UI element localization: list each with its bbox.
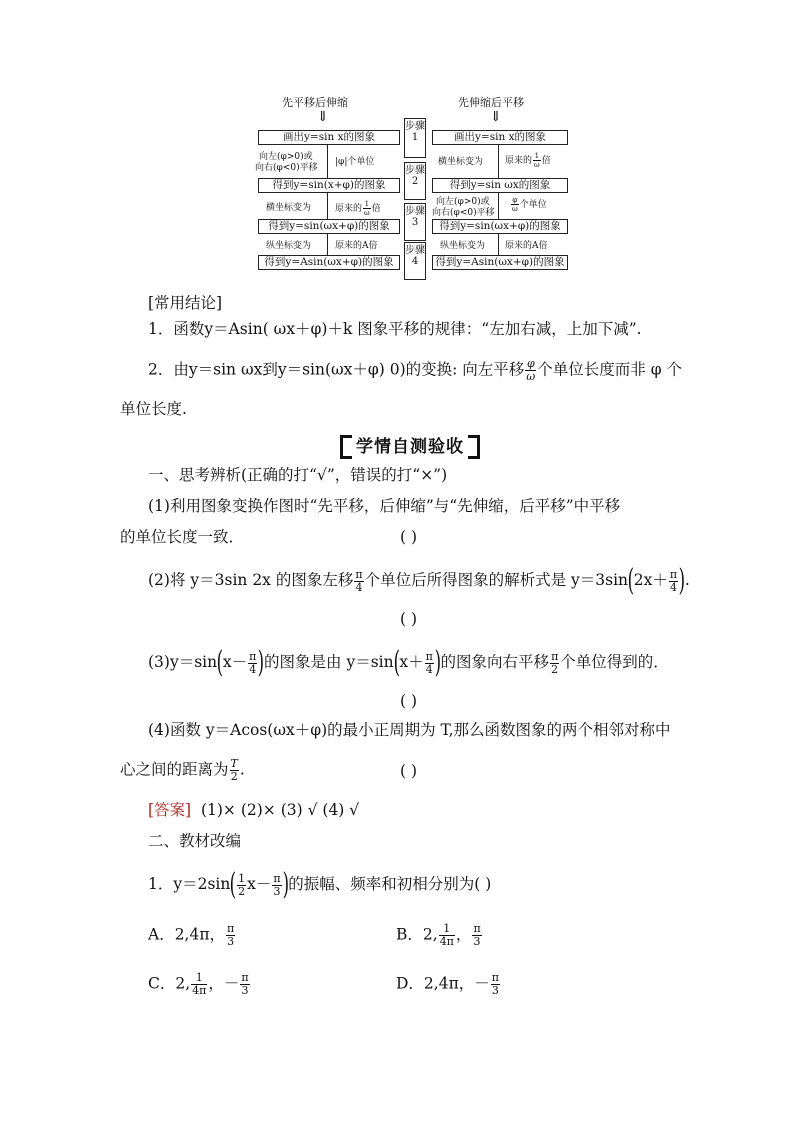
answer-text: (1)× (2)× (3) √ (4) √ <box>200 801 360 819</box>
q2-answer-blank[interactable]: ( ) <box>400 610 418 628</box>
right-box-1: 画出y=sin x的图象 <box>432 130 568 145</box>
step-3-box: 步骤3 <box>404 203 426 241</box>
q3-line: (3)y＝sin(x－ $\frac{\pi}{4}$ )的图象是由 y＝sin(x＋ $\frac{\pi}{4}$ )的图象向右平移 $\frac{\pi}{2}$ 个单位得到的． <box>148 645 669 680</box>
right-step3-note-a: 纵坐标变为 <box>440 241 486 251</box>
right-step2-note-b: 向右(φ<0)平移 <box>432 208 495 218</box>
q1-line-1: (1)利用图象变换作图时“先平移，后伸缩”与“先伸缩，后平移”中平移 <box>148 497 621 515</box>
right-step2-note-c: $\frac{\varphi}{\omega}$ 个单位 <box>512 196 547 213</box>
left-step3-note-a: 纵坐标变为 <box>266 241 312 251</box>
bracket-left-icon <box>340 435 352 459</box>
right-box-4: 得到y=Asin(ωx+φ)的图象 <box>432 255 568 270</box>
right-box-2: 得到y=sin ωx的图象 <box>432 178 568 193</box>
bracket-right-icon <box>468 435 480 459</box>
q2-line: (2)将 y＝3sin 2x 的图象左移 $\frac{\pi}{4}$ 个单位后所得图象的解析式是 y＝3sin(2x＋ $\frac{\pi}{4}$ ). <box>148 563 690 598</box>
conclusion-item-1: 1．函数y＝Asin( ωx＋φ)＋k 图象平移的规律：“左加右减，上加下减”. <box>148 320 642 338</box>
left-step1-note-c: |φ|个单位 <box>335 157 375 167</box>
left-step2-note-b: 原来的 $\frac{1}{\omega}$ 倍 <box>335 200 381 217</box>
right-column-title: 先伸缩后平移 <box>458 96 524 109</box>
arrow-down-icon <box>327 234 328 255</box>
part1-heading: 一、思考辨析(正确的打“√”，错误的打“×”) <box>148 466 448 484</box>
left-step1-note-b: 向右(φ<0)平移 <box>255 163 318 173</box>
answer-line <box>148 799 359 821</box>
left-step1-note-a: 向左(φ>0)或 <box>259 152 313 162</box>
part2-heading: 二、教材改编 <box>148 832 242 850</box>
part2-q1: 1．y＝2sin( $\frac{1}{2}$ x－ $\frac{\pi}{3}$ )的振幅、频率和初相分别为( ) <box>148 867 492 902</box>
left-box-1: 画出y=sin x的图象 <box>258 130 400 145</box>
double-arrow-down-icon: ⇓ <box>490 109 502 125</box>
option-c[interactable]: C．2, $\frac{1}{4\pi}$ ，－ $\frac{\pi}{3}$ <box>148 971 249 997</box>
q4-line-2: 心之间的距离为 $\frac{T}{2}$ . <box>120 757 245 783</box>
left-step2-note-a: 横坐标变为 <box>266 203 312 213</box>
step-1-box: 步骤1 <box>404 118 426 158</box>
left-column-title: 先平移后伸缩 <box>282 96 348 109</box>
right-step3-note-b: 原来的A倍 <box>505 241 548 251</box>
left-box-2: 得到y=sin(x+φ)的图象 <box>258 178 400 193</box>
q3-answer-blank[interactable]: ( ) <box>400 692 418 710</box>
right-step1-note-b: 原来的 $\frac{1}{\omega}$ 倍 <box>505 152 551 169</box>
arrow-down-icon <box>498 145 499 178</box>
arrow-down-icon <box>327 145 328 178</box>
left-step3-note-b: 原来的A倍 <box>335 241 378 251</box>
step-2-box: 步骤2 <box>404 162 426 200</box>
double-arrow-down-icon: ⇓ <box>317 109 329 125</box>
q4-answer-blank[interactable]: ( ) <box>400 762 418 780</box>
right-step1-note-a: 横坐标变为 <box>438 157 484 167</box>
conclusion-item-2: 2．由y＝sin ωx到y＝sin(ωx＋φ) 0)的变换: 向左平移 $\frac{\varphi}{\omega}$ 个单位长度而非 φ 个 <box>148 357 682 383</box>
left-box-3: 得到y=sin(ωx+φ)的图象 <box>258 219 400 234</box>
q4-line-1: (4)函数 y＝Acos(ωx＋φ)的最小正周期为 T,那么函数图象的两个相邻对称中 <box>148 721 671 739</box>
q1-answer-blank[interactable]: ( ) <box>400 528 418 546</box>
section-title: 学情自测验收 <box>340 432 480 459</box>
option-d[interactable]: D．2,4π，－ $\frac{\pi}{3}$ <box>396 971 499 997</box>
step-4-box: 步骤4 <box>404 242 426 280</box>
arrow-down-icon <box>498 193 499 219</box>
right-step2-note-a: 向左(φ>0)或 <box>436 197 490 207</box>
conclusion-tag: [常用结论] <box>148 294 223 312</box>
right-box-3: 得到y=sin(ωx+φ)的图象 <box>432 219 568 234</box>
arrow-down-icon <box>498 234 499 255</box>
answer-tag: [答案] <box>148 801 192 819</box>
q1-line-2: 的单位长度一致． <box>120 528 245 546</box>
arrow-down-icon <box>327 193 328 219</box>
option-a[interactable]: A．2,4π， $\frac{\pi}{3}$ <box>148 922 235 948</box>
left-box-4: 得到y=Asin(ωx+φ)的图象 <box>258 255 400 270</box>
conclusion-item-2-cont: 单位长度. <box>120 400 187 418</box>
option-b[interactable]: B．2, $\frac{1}{4\pi}$ ， $\frac{\pi}{3}$ <box>396 922 481 948</box>
